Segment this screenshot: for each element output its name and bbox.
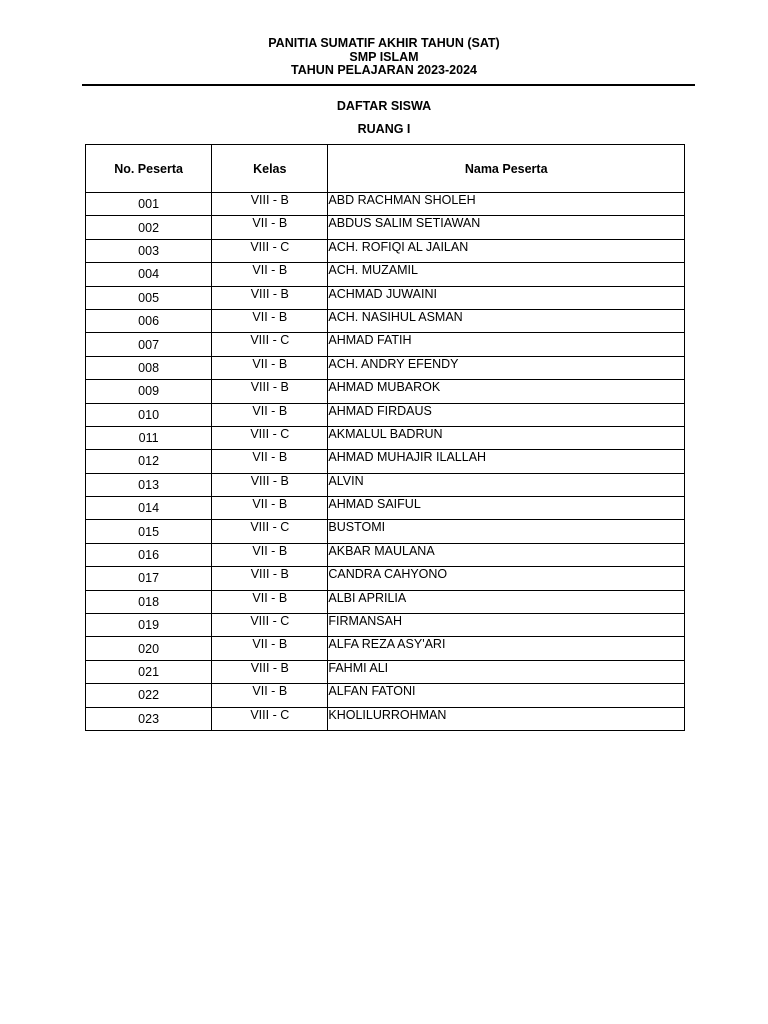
cell-no-peserta: 014 [86,497,212,520]
cell-kelas: VII - B [212,403,328,426]
cell-no-peserta: 021 [86,660,212,683]
cell-kelas: VIII - B [212,286,328,309]
table-header-row [86,145,685,193]
cell-nama-peserta: ALBI APRILIA [328,590,685,613]
cell-kelas: VII - B [212,637,328,660]
cell-kelas: VII - B [212,263,328,286]
cell-no-peserta: 013 [86,473,212,496]
cell-no-peserta: 004 [86,263,212,286]
cell-kelas: VIII - B [212,567,328,590]
header-nama-peserta: Nama Peserta [328,145,685,193]
cell-kelas: VIII - C [212,333,328,356]
header-kelas: Kelas [212,145,328,193]
cell-nama-peserta: FIRMANSAH [328,614,685,637]
cell-nama-peserta: FAHMI ALI [328,660,685,683]
school-name: SMP ISLAM [349,49,419,64]
cell-nama-peserta: ACH. ROFIQI AL JAILAN [328,239,685,262]
table-row [86,497,685,520]
header-no-peserta: No. Peserta [86,145,212,193]
cell-no-peserta: 017 [86,567,212,590]
cell-kelas: VII - B [212,216,328,239]
cell-no-peserta: 005 [86,286,212,309]
cell-kelas: VIII - C [212,426,328,449]
cell-no-peserta: 019 [86,614,212,637]
table-row [86,684,685,707]
cell-kelas: VIII - B [212,473,328,496]
cell-nama-peserta: ALFAN FATONI [328,684,685,707]
document-header [0,37,768,78]
cell-no-peserta: 010 [86,403,212,426]
cell-kelas: VIII - B [212,380,328,403]
cell-kelas: VII - B [212,590,328,613]
cell-nama-peserta: ACHMAD JUWAINI [328,286,685,309]
cell-no-peserta: 002 [86,216,212,239]
cell-nama-peserta: ABD RACHMAN SHOLEH [328,193,685,216]
cell-nama-peserta: ABDUS SALIM SETIAWAN [328,216,685,239]
table-row [86,543,685,566]
table-row [86,520,685,543]
cell-nama-peserta: ACH. MUZAMIL [328,263,685,286]
student-roster-table [85,144,685,731]
cell-nama-peserta: ACH. NASIHUL ASMAN [328,309,685,332]
cell-nama-peserta: AKMALUL BADRUN [328,426,685,449]
list-title: DAFTAR SISWA [336,99,432,113]
cell-kelas: VII - B [212,450,328,473]
cell-nama-peserta: AHMAD FIRDAUS [328,403,685,426]
table-row [86,356,685,379]
table-row [86,193,685,216]
cell-no-peserta: 001 [86,193,212,216]
cell-nama-peserta: AHMAD MUBAROK [328,380,685,403]
cell-nama-peserta: AKBAR MAULANA [328,543,685,566]
academic-year: TAHUN PELAJARAN 2023-2024 [291,63,477,77]
cell-no-peserta: 016 [86,543,212,566]
cell-no-peserta: 012 [86,450,212,473]
table-row [86,216,685,239]
cell-no-peserta: 008 [86,356,212,379]
table-row [86,473,685,496]
committee-title: PANITIA SUMATIF AKHIR TAHUN (SAT) [268,36,500,50]
table-row [86,239,685,262]
cell-kelas: VII - B [212,543,328,566]
cell-nama-peserta: BUSTOMI [328,520,685,543]
cell-nama-peserta: AHMAD FATIH [328,333,685,356]
room-title: RUANG I [357,122,411,136]
table-row [86,380,685,403]
table-body [86,193,685,731]
header-divider [82,84,695,86]
cell-no-peserta: 018 [86,590,212,613]
cell-kelas: VIII - C [212,520,328,543]
table-row [86,637,685,660]
table-row [86,333,685,356]
cell-no-peserta: 022 [86,684,212,707]
table-row [86,590,685,613]
cell-no-peserta: 009 [86,380,212,403]
cell-nama-peserta: ALFA REZA ASY'ARI [328,637,685,660]
cell-no-peserta: 020 [86,637,212,660]
cell-nama-peserta: AHMAD SAIFUL [328,497,685,520]
cell-kelas: VIII - C [212,614,328,637]
cell-no-peserta: 015 [86,520,212,543]
table-row [86,567,685,590]
cell-no-peserta: 006 [86,309,212,332]
table-row [86,707,685,730]
cell-no-peserta: 007 [86,333,212,356]
cell-nama-peserta: AHMAD MUHAJIR ILALLAH [328,450,685,473]
table-row [86,286,685,309]
table-row [86,403,685,426]
cell-nama-peserta: KHOLILURROHMAN [328,707,685,730]
cell-kelas: VII - B [212,684,328,707]
cell-kelas: VII - B [212,309,328,332]
table-row [86,450,685,473]
cell-kelas: VIII - C [212,707,328,730]
cell-no-peserta: 003 [86,239,212,262]
cell-kelas: VII - B [212,356,328,379]
table-row [86,660,685,683]
cell-nama-peserta: CANDRA CAHYONO [328,567,685,590]
cell-no-peserta: 011 [86,426,212,449]
table-row [86,309,685,332]
cell-nama-peserta: ALVIN [328,473,685,496]
cell-kelas: VIII - B [212,193,328,216]
cell-nama-peserta: ACH. ANDRY EFENDY [328,356,685,379]
cell-no-peserta: 023 [86,707,212,730]
table-row [86,263,685,286]
cell-kelas: VIII - B [212,660,328,683]
table-row [86,614,685,637]
cell-kelas: VII - B [212,497,328,520]
cell-kelas: VIII - C [212,239,328,262]
table-row [86,426,685,449]
